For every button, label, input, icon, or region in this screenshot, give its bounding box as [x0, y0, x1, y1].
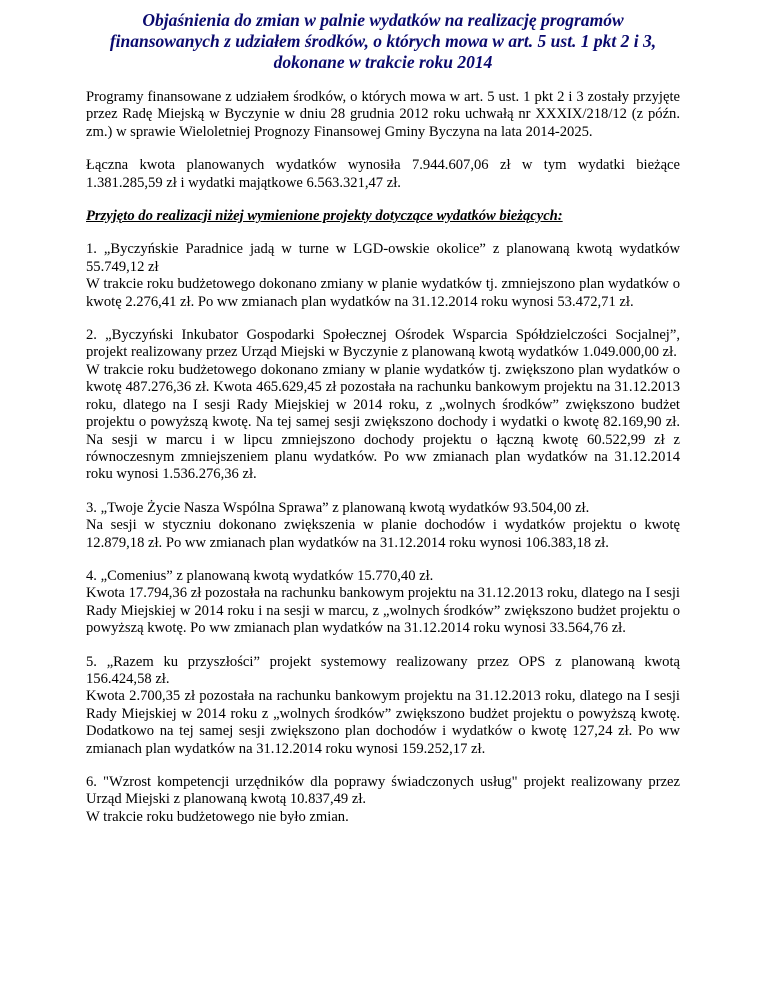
- project-heading: 1. „Byczyńskie Paradnice jadą w turne w LGD-owskie okolice” z planowaną kwotą wydatków 55.749,12 zł: [86, 241, 680, 275]
- project-heading: 2. „Byczyński Inkubator Gospodarki Społecznej Ośrodek Wsparcia Spółdzielczości Socjalnej”, projekt realizowany przez Urząd Miejski w Byczynie z planowaną kwotą wydatków 1.049.000,00 zł.: [86, 327, 680, 361]
- project-item: [86, 500, 680, 552]
- section-heading: Przyjęto do realizacji niżej wymienione projekty dotyczące wydatków bieżących:: [86, 208, 563, 225]
- project-item: [86, 327, 680, 484]
- intro-paragraph: Programy finansowane z udziałem środków, o których mowa w art. 5 ust. 1 pkt 2 i 3 zostały przyjęte przez Radę Miejską w Byczynie w dniu 28 grudnia 2012 roku uchwałą nr XXXIX/218/12 (z późn. zm.) w sprawie Wieloletniej Prognozy Finansowej Gminy Byczyna na lata 2014-2025.: [86, 89, 680, 140]
- project-heading: 5. „Razem ku przyszłości” projekt systemowy realizowany przez OPS z planowaną kwotą 156.424,58 zł.: [86, 653, 680, 687]
- project-item: [86, 241, 680, 311]
- project-heading: 4. „Comenius” z planowaną kwotą wydatków 15.770,40 zł.: [86, 567, 434, 584]
- document-page: [86, 10, 680, 842]
- project-body: Na sesji w styczniu dokonano zwiększenia w planie dochodów i wydatków projektu o kwotę 12.879,18 zł. Po ww zmianach plan wydatków na 31.12.2014 roku wynosi 106.383,18 zł.: [86, 517, 680, 551]
- project-heading: 3. „Twoje Życie Nasza Wspólna Sprawa” z planowaną kwotą wydatków 93.504,00 zł.: [86, 499, 590, 516]
- title-line-3: dokonane w trakcie roku 2014: [273, 52, 493, 72]
- project-body: Kwota 17.794,36 zł pozostała na rachunku bankowym projektu na 31.12.2013 roku, dlatego na I sesji Rady Miejskiej w 2014 roku i na sesji w marcu, z „wolnych środków” zwiększono budżet projektu o powyższą kwotę. Po ww zmianach plan wydatków na 31.12.2014 roku wynosi 33.564,76 zł.: [86, 585, 680, 637]
- total-paragraph: Łączna kwota planowanych wydatków wynosiła 7.944.607,06 zł w tym wydatki bieżące 1.381.285,59 zł i wydatki majątkowe 6.563.321,47 zł.: [86, 157, 680, 191]
- project-body: W trakcie roku budżetowego nie było zmian.: [86, 808, 349, 825]
- title-line-2: finansowanych z udziałem środków, o których mowa w art. 5 ust. 1 pkt 2 i 3,: [109, 31, 657, 51]
- project-item: [86, 654, 680, 758]
- project-body: W trakcie roku budżetowego dokonano zmiany w planie wydatków tj. zmniejszono plan wydatków o kwotę 2.276,41 zł. Po ww zmianach plan wydatków na 31.12.2014 roku wynosi 53.472,71 zł.: [86, 276, 680, 310]
- project-body: W trakcie roku budżetowego dokonano zmiany w planie wydatków tj. zwiększono plan wydatków o kwotę 487.276,36 zł. Kwota 465.629,45 zł pozostała na rachunku bankowym projektu na 31.12.2013 roku, dlatego na I sesji Rady Miejskiej w 2014 roku, z „wolnych środków” zwiększono budżet projektu o powyższą kwotę. Na tej samej sesji zwiększono dochody i wydatki o kwotę 82.169,90 zł. Na sesji w marcu i w lipcu zmniejszono dochody projektu o łączną kwotę 60.522,99 zł z równoczesnym zmniejszeniem planu wydatków. Po ww zmianach plan wydatków na 31.12.2014 roku wynosi 1.536.276,36 zł.: [86, 361, 680, 483]
- document-title: [86, 10, 680, 73]
- project-heading: 6. "Wzrost kompetencji urzędników dla poprawy świadczonych usług" projekt realizowany przez Urząd Miejski z planowaną kwotą 10.837,49 zł.: [86, 774, 680, 808]
- project-item: [86, 774, 680, 826]
- project-body: Kwota 2.700,35 zł pozostała na rachunku bankowym projektu na 31.12.2013 roku, dlatego na I sesji Rady Miejskiej w 2014 roku z „wolnych środków” zwiększono budżet projektu o powyższą kwotę. Dodatkowo na tej samej sesji zwiększono plan dochodów i wydatków o kwotę 127,24 zł. Po ww zmianach plan wydatków na 31.12.2014 roku wynosi 159.252,17 zł.: [86, 688, 680, 757]
- title-line-1: Objaśnienia do zmian w palnie wydatków na realizację programów: [142, 10, 624, 30]
- project-item: [86, 568, 680, 638]
